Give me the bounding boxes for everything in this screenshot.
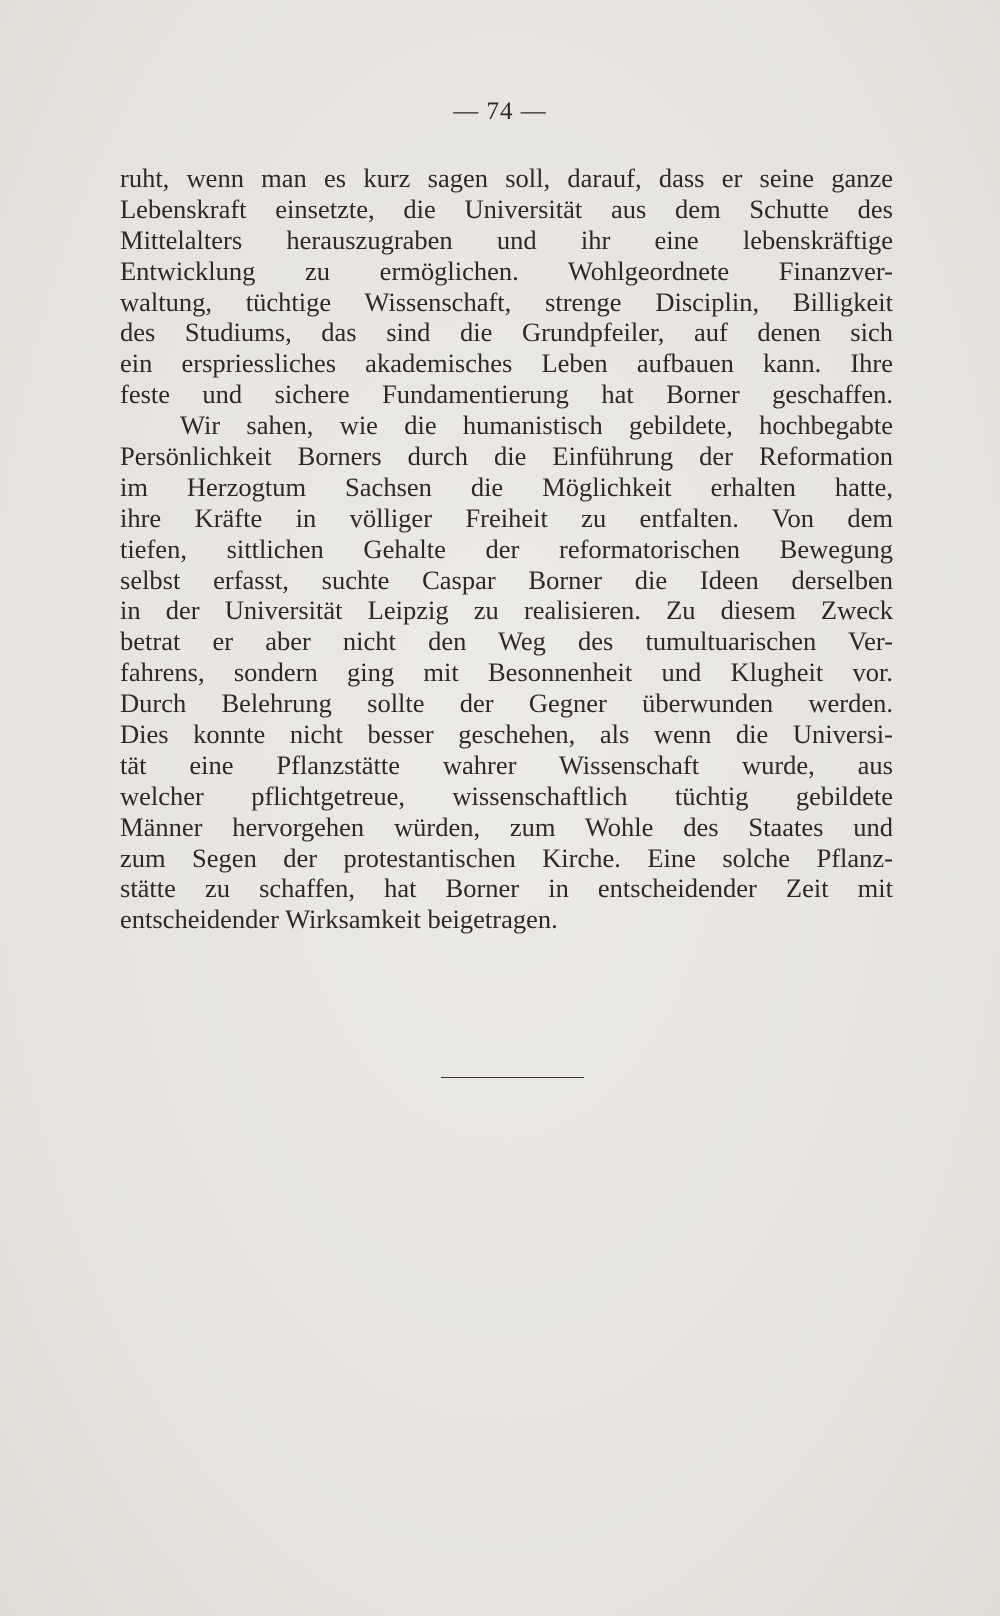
text-line: Dies konnte nicht besser geschehen, als wenn die Universi- xyxy=(120,719,893,750)
text-line: feste und sichere Fundamentierung hat Borner geschaffen. xyxy=(120,379,893,410)
text-line: betrat er aber nicht den Weg des tumultuarischen Ver- xyxy=(120,626,893,657)
text-line: entscheidender Wirksamkeit beigetragen. xyxy=(120,904,558,935)
text-line: Mittelalters herauszugraben und ihr eine lebenskräftige xyxy=(120,224,893,255)
closing-rule xyxy=(441,1077,584,1078)
text-line: Männer hervorgehen würden, zum Wohle des Staates und xyxy=(120,811,893,842)
text-line: im Herzogtum Sachsen die Möglichkeit erhalten hatte, xyxy=(120,471,893,502)
page-number: — 74 — xyxy=(453,98,547,125)
text-line: des Studiums, das sind die Grundpfeiler, auf denen sich xyxy=(120,317,893,348)
text-line: Persönlichkeit Borners durch die Einführung der Reformation xyxy=(120,441,893,472)
text-line: stätte zu schaffen, hat Borner in entscheidender Zeit mit xyxy=(120,873,893,904)
text-line: ihre Kräfte in völliger Freiheit zu entfalten. Von dem xyxy=(120,502,893,533)
text-line: fahrens, sondern ging mit Besonnenheit und Klugheit vor. xyxy=(120,657,893,688)
text-line: ein erspriessliches akademisches Leben aufbauen kann. Ihre xyxy=(120,348,893,379)
text-line: Durch Belehrung sollte der Gegner überwunden werden. xyxy=(120,688,893,719)
body-text xyxy=(120,163,893,935)
text-line: selbst erfasst, suchte Caspar Borner die Ideen derselben xyxy=(120,564,893,595)
text-line: tät eine Pflanzstätte wahrer Wissenschaft wurde, aus xyxy=(120,749,893,780)
text-line: ruht, wenn man es kurz sagen soll, darauf, dass er seine ganze xyxy=(120,163,893,193)
text-line: tiefen, sittlichen Gehalte der reformatorischen Bewegung xyxy=(120,533,893,564)
text-line: in der Universität Leipzig zu realisieren. Zu diesem Zweck xyxy=(120,595,893,626)
text-line: waltung, tüchtige Wissenschaft, strenge Disciplin, Billigkeit xyxy=(120,286,893,317)
text-line: welcher pflichtgetreue, wissenschaftlich tüchtig gebildete xyxy=(120,780,893,811)
text-line: Entwicklung zu ermöglichen. Wohlgeordnete Finanzver- xyxy=(120,255,893,286)
text-line: Wir sahen, wie die humanistisch gebildete, hochbegabte xyxy=(180,410,893,441)
text-line: Lebenskraft einsetzte, die Universität aus dem Schutte des xyxy=(120,193,893,224)
text-line: zum Segen der protestantischen Kirche. Eine solche Pflanz- xyxy=(120,842,893,873)
